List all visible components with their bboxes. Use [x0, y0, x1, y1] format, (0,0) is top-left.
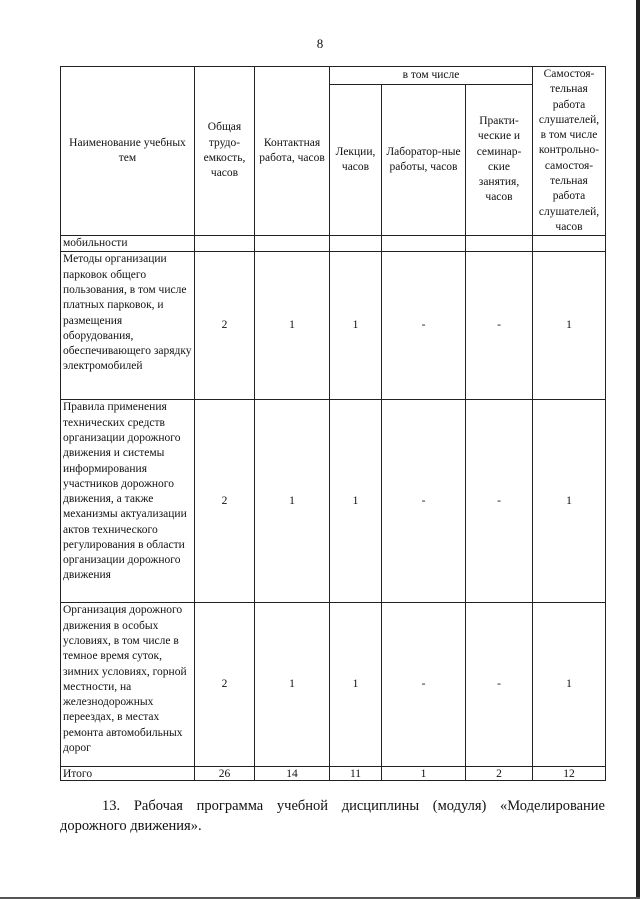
row-contact: 1 [255, 603, 330, 767]
header-self-study: Самостоя-тельная работа слушателей, в том числе контрольно-самостоя-тельная работа слушателей, часов [533, 67, 606, 236]
total-labs: 1 [382, 767, 466, 781]
row-self-study: 1 [533, 252, 606, 400]
total-practical: 2 [466, 767, 533, 781]
row-practical: - [466, 252, 533, 400]
continuation-row [61, 236, 606, 252]
row-lectures: 1 [330, 252, 382, 400]
header-practical: Практи-ческие и семинар-ские занятия, часов [466, 84, 533, 236]
header-topic: Наименование учебных тем [61, 67, 195, 236]
header-labs: Лаборатор-ные работы, часов [382, 84, 466, 236]
row-total: 2 [195, 400, 255, 603]
row-contact: 1 [255, 252, 330, 400]
table-row [61, 400, 606, 603]
row-topic: Правила применения технических средств организации дорожного движения и системы информирования участников дорожного движения, а также механизмы актуализации актов технического регулирования в области организации дорожного движения [61, 400, 195, 603]
row-labs: - [382, 400, 466, 603]
header-lectures: Лекции, часов [330, 84, 382, 236]
row-practical: - [466, 400, 533, 603]
row-lectures: 1 [330, 400, 382, 603]
continuation-topic: мобильности [61, 236, 195, 252]
header-contact-hours: Контактная работа, часов [255, 67, 330, 236]
total-row [61, 767, 606, 781]
section-paragraph: 13. Рабочая программа учебной дисциплины (модуля) «Моделирование дорожного движения». [60, 798, 605, 834]
row-total: 2 [195, 603, 255, 767]
row-labs: - [382, 252, 466, 400]
row-self-study: 1 [533, 603, 606, 767]
scan-edge [636, 0, 640, 899]
curriculum-table [60, 66, 606, 781]
page-number: 8 [316, 36, 324, 51]
header-row-1 [61, 67, 606, 85]
row-self-study: 1 [533, 400, 606, 603]
row-labs: - [382, 603, 466, 767]
total-total: 26 [195, 767, 255, 781]
row-practical: - [466, 603, 533, 767]
header-total-hours: Общая трудо-емкость, часов [195, 67, 255, 236]
row-total: 2 [195, 252, 255, 400]
row-lectures: 1 [330, 603, 382, 767]
table-row [61, 252, 606, 400]
row-contact: 1 [255, 400, 330, 603]
total-lectures: 11 [330, 767, 382, 781]
total-contact: 14 [255, 767, 330, 781]
total-self-study: 12 [533, 767, 606, 781]
header-including: в том числе [330, 67, 533, 85]
row-topic: Методы организации парковок общего пользования, в том числе платных парковок, и размещения оборудования, обеспечивающего зарядку электромобилей [61, 252, 195, 400]
total-label: Итого [61, 767, 195, 781]
table-row [61, 603, 606, 767]
row-topic: Организация дорожного движения в особых условиях, в том числе в темное время суток, зимних условиях, горной местности, на железнодорожных переездах, в местах ремонта автомобильных дорог [61, 603, 195, 767]
